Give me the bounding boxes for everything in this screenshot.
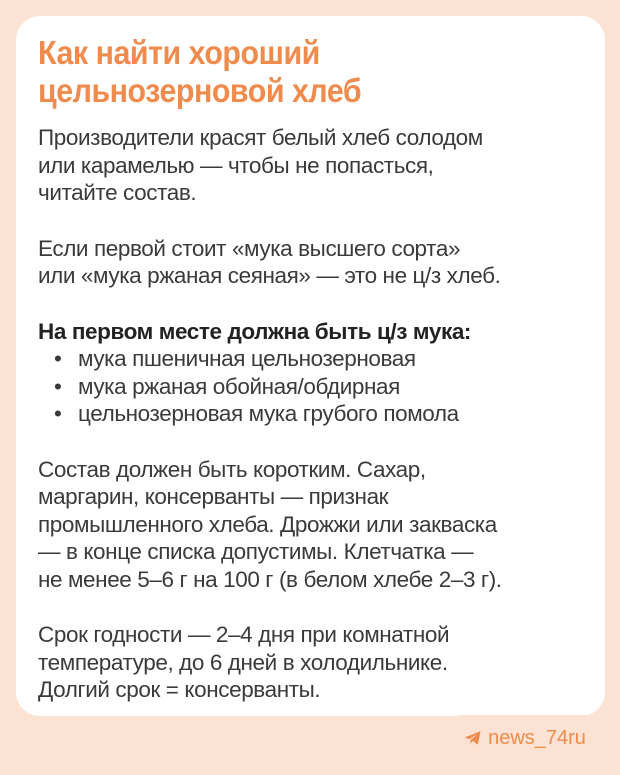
- bullet: •: [54, 373, 62, 399]
- paragraph-first-ingredient: Если первой стоит «мука высшего сорта» или «мука ржаная сеяная» — это не ц/з хлеб.: [38, 235, 501, 288]
- paragraph-coloring: Производители красят белый хлеб солодом или карамелью — чтобы не попасться, читайте состав.: [38, 125, 483, 205]
- bullet: •: [54, 401, 62, 426]
- telegram-badge[interactable]: [446, 715, 604, 761]
- paragraph-composition: Состав должен быть коротким. Сахар, маргарин, консерванты — признак промышленного хлеба. Дрожжи или закваска — в конце списка допустимы. Клетчатка — не менее 5–6 г на 100 г (в белом хлебе 2–3 г).: [38, 456, 502, 592]
- info-card: [16, 16, 605, 716]
- content: [38, 124, 583, 704]
- flour-heading: На первом месте должна быть ц/з мука:: [38, 318, 472, 344]
- bullet: •: [54, 346, 62, 371]
- page-title: Как найти хороший цельнозерновой хлеб: [38, 34, 362, 109]
- channel-name: news_74ru: [488, 726, 586, 749]
- list-item-text: мука ржаная обойная/обдирная: [78, 373, 400, 399]
- paragraph-shelf-life: Срок годности — 2–4 дня при комнатной температуре, до 6 дней в холодильнике. Долгий срок = консерванты.: [38, 622, 450, 702]
- list-item: [38, 345, 583, 373]
- list-item: [38, 400, 583, 428]
- list-item-text: мука пшеничная цельнозерновая: [78, 346, 416, 371]
- list-item-text: цельнозерновая мука грубого помола: [78, 401, 459, 426]
- list-item: [38, 373, 583, 401]
- telegram-icon: [464, 730, 482, 746]
- flour-list: [38, 345, 583, 428]
